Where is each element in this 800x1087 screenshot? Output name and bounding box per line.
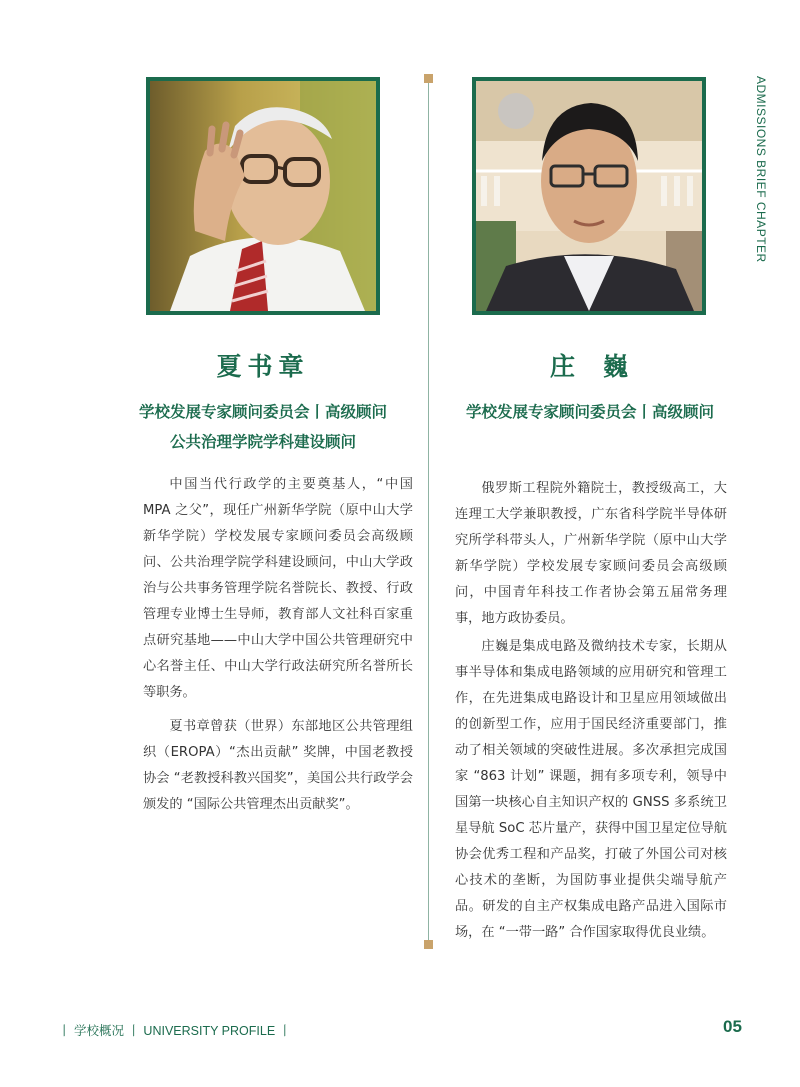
bio-paragraph-right-2: 庄巍是集成电路及微纳技术专家，长期从事半导体和集成电路领域的应用研究和管理工作，在先进集成电路设计和卫星应用领域做出的创新型工作，应用于国民经济重要部门，推动了相关领域的突破性进展。多次承担完成国家 “863 计划” 课题，拥有多项专利，领导中国第一块核心自主知识产权的 GNSS 多系统卫星导航 SoC 芯片量产，获得中国卫星定位导航协会优秀工程和产品奖，打破了外国公司对核心技术的垄断，为国防事业提供尖端导航产品。研发的自主产权集成电路产品进入国际市场，在 “一带一路” 合作国家取得优良业绩。 [455,639,727,940]
advisor-title-right-1: 学校发展专家顾问委员会丨高级顾问 [465,403,714,421]
side-chapter-label: ADMISSIONS BRIEF CHAPTER [754,76,768,263]
bio-paragraph-left-1: 中国当代行政学的主要奠基人，“中国 MPA 之父”，现任广州新华学院（原中山大学新华学院）学校发展专家顾问委员会高级顾问、公共治理学院学科建设顾问，中山大学政治与公共事务管理学院名誉院长、教授、行政管理专业博士生导师，教育部人文社科百家重点研究基地——中山大学中国公共管理研究中心名誉主任、中山大学行政法研究所名誉所长等职务。 [143,477,413,700]
portrait-photo-left [146,77,380,315]
footer-section-label: 丨 学校概况 丨 UNIVERSITY PROFILE 丨 [58,1024,292,1038]
advisor-name-left: 夏书章 [216,352,310,381]
bio-paragraph-right-1: 俄罗斯工程院外籍院士，教授级高工，大连理工大学兼职教授，广东省科学院半导体研究所学科带头人，广州新华学院（原中山大学新华学院）学校发展专家顾问委员会高级顾问，中国青年科技工作者协会第五届常务理事，地方政协委员。 [455,481,727,626]
portrait-photo-right [472,77,706,315]
advisor-title-left-1: 学校发展专家顾问委员会丨高级顾问 [138,403,387,421]
divider-bottom-marker [424,940,433,949]
column-divider [428,79,429,945]
advisor-title-left-2: 公共治理学院学科建设顾问 [169,433,356,451]
advisor-name-right: 庄巍 [549,352,656,381]
bio-paragraph-left-2: 夏书章曾获（世界）东部地区公共管理组织（EROPA）“杰出贡献” 奖牌，中国老教授协会 “老教授科教兴国奖”，美国公共行政学会颁发的 “国际公共管理杰出贡献奖”。 [143,719,413,812]
divider-top-marker [424,74,433,83]
page-number: 05 [723,1017,742,1036]
